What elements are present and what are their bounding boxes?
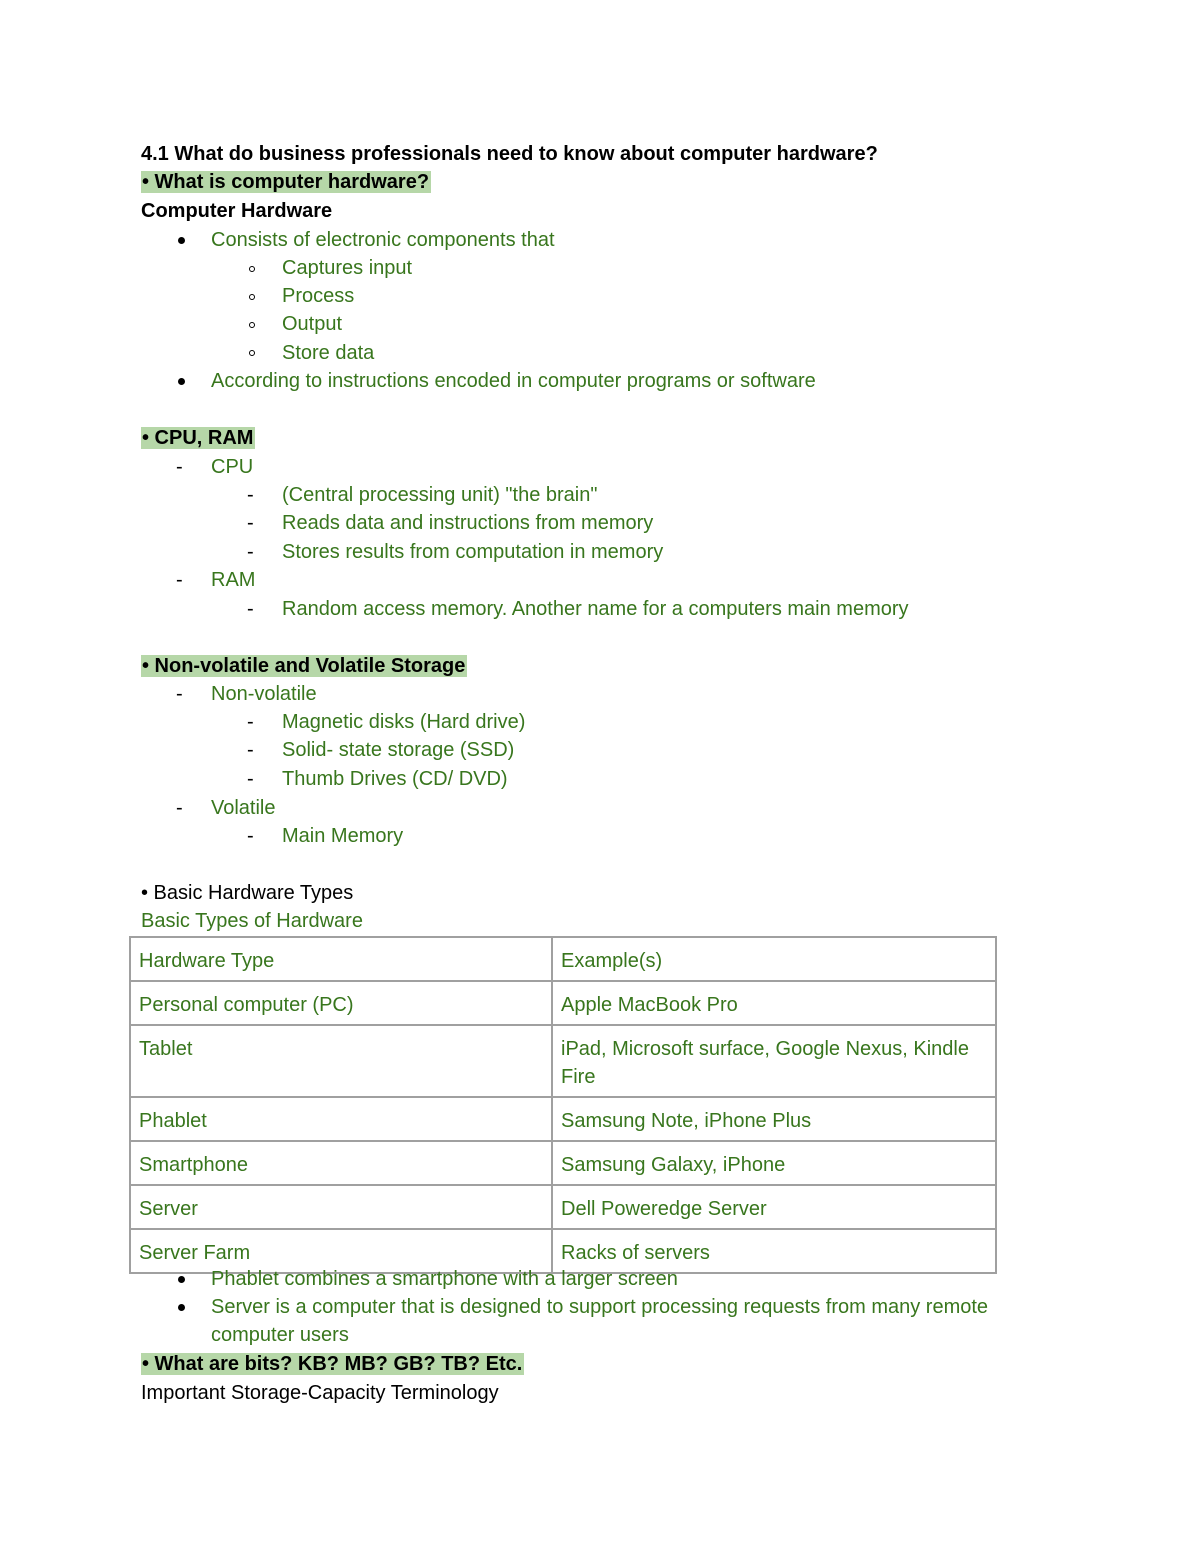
dash-bullet-icon: - [247, 739, 254, 761]
list-item: Solid- state storage (SSD) [282, 739, 515, 761]
table-cell: Smartphone [130, 1141, 552, 1185]
dash-bullet-icon: - [176, 456, 183, 478]
dash-bullet-icon: - [247, 541, 254, 563]
bullet-ring-icon [249, 322, 255, 328]
table-cell: Tablet [130, 1025, 552, 1097]
dash-bullet-icon: - [176, 569, 183, 591]
bullet-ring-icon [249, 266, 255, 272]
bullet-dot-icon [178, 237, 185, 244]
list-item: Store data [282, 342, 375, 364]
list-item: CPU [211, 456, 254, 478]
list-item: Main Memory [282, 825, 404, 847]
dash-bullet-icon: - [176, 683, 183, 705]
table-cell: Racks of servers [552, 1229, 996, 1273]
list-item: Thumb Drives (CD/ DVD) [282, 768, 508, 790]
subheading-computer-hardware: Computer Hardware [141, 200, 333, 222]
table-header-row [130, 937, 996, 981]
list-item: Magnetic disks (Hard drive) [282, 711, 526, 733]
dash-bullet-icon: - [247, 512, 254, 534]
list-item: Process [282, 285, 355, 307]
table-cell: Apple MacBook Pro [552, 981, 996, 1025]
table-row [130, 981, 996, 1025]
table-row [130, 1141, 996, 1185]
table-row [130, 1185, 996, 1229]
list-item: Output [282, 313, 343, 335]
subheading-storage-terminology: Important Storage-Capacity Terminology [141, 1382, 499, 1404]
dash-bullet-icon: - [247, 711, 254, 733]
list-item: Stores results from computation in memory [282, 541, 664, 563]
list-item: According to instructions encoded in computer programs or software [211, 370, 816, 392]
list-item: Server is a computer that is designed to support processing requests from many remote [211, 1296, 989, 1318]
section-heading-hardware: • What is computer hardware? [142, 171, 430, 193]
list-item: Captures input [282, 257, 413, 279]
hardware-types-table [129, 936, 997, 1274]
table-header-cell: Example(s) [552, 937, 996, 981]
list-item: (Central processing unit) "the brain" [282, 484, 598, 506]
list-item: Phablet combines a smartphone with a larger screen [211, 1268, 678, 1290]
table-cell: Server [130, 1185, 552, 1229]
section-heading-storage: • Non-volatile and Volatile Storage [142, 655, 466, 677]
dash-bullet-icon: - [247, 768, 254, 790]
bullet-ring-icon [249, 350, 255, 356]
dash-bullet-icon: - [247, 484, 254, 506]
table-cell: Personal computer (PC) [130, 981, 552, 1025]
bullet-ring-icon [249, 294, 255, 300]
table-header-cell: Hardware Type [130, 937, 552, 981]
list-item: Consists of electronic components that [211, 229, 555, 251]
section-heading-bits: • What are bits? KB? MB? GB? TB? Etc. [142, 1353, 523, 1375]
dash-bullet-icon: - [176, 797, 183, 819]
list-item: Non-volatile [211, 683, 317, 705]
table-cell: Phablet [130, 1097, 552, 1141]
table-row [130, 1025, 996, 1097]
bullet-dot-icon [178, 1304, 185, 1311]
list-item: Random access memory. Another name for a computers main memory [282, 598, 909, 620]
table-row [130, 1097, 996, 1141]
list-item: RAM [211, 569, 256, 591]
dash-bullet-icon: - [247, 825, 254, 847]
bullet-dot-icon [178, 1276, 185, 1283]
list-item: Volatile [211, 797, 276, 819]
section-heading-hardware-types: • Basic Hardware Types [141, 882, 354, 904]
list-item: Reads data and instructions from memory [282, 512, 654, 534]
dash-bullet-icon: - [247, 598, 254, 620]
table-cell: iPad, Microsoft surface, Google Nexus, Kindle Fire [552, 1025, 996, 1097]
list-item-continuation: computer users [211, 1324, 349, 1346]
table-cell: Dell Poweredge Server [552, 1185, 996, 1229]
section-heading-cpu-ram: • CPU, RAM [142, 427, 254, 449]
table-cell: Server Farm [130, 1229, 552, 1273]
table-cell: Samsung Galaxy, iPhone [552, 1141, 996, 1185]
table-caption: Basic Types of Hardware [141, 910, 363, 932]
table-cell: Samsung Note, iPhone Plus [552, 1097, 996, 1141]
bullet-dot-icon [178, 378, 185, 385]
page-title: 4.1 What do business professionals need to know about computer hardware? [141, 143, 878, 165]
